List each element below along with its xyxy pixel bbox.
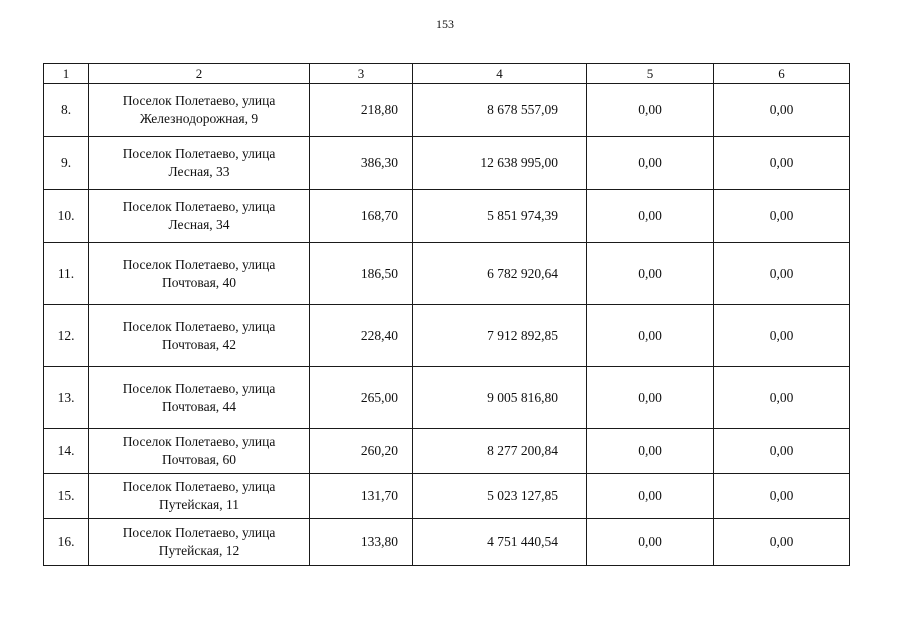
address-line-1: Поселок Полетаево, улица — [122, 93, 276, 108]
col-header-3: 3 — [310, 64, 413, 84]
address-line-2: Железнодорожная, 9 — [139, 111, 259, 126]
area-cell: 218,80 — [310, 84, 413, 137]
page-number: 153 — [436, 17, 454, 31]
address-cell — [89, 474, 310, 519]
col-header-6: 6 — [714, 64, 850, 84]
value-cell: 5 851 974,39 — [413, 190, 587, 243]
address-line-2: Почтовая, 44 — [161, 398, 237, 414]
area-cell: 186,50 — [310, 243, 413, 305]
col-header-5: 5 — [587, 64, 714, 84]
col6-cell: 0,00 — [714, 137, 850, 190]
address-line-2: Почтовая, 42 — [161, 336, 237, 352]
address-cell — [89, 367, 310, 429]
row-number: 8. — [44, 84, 89, 137]
value-cell: 5 023 127,85 — [413, 474, 587, 519]
table-row — [44, 305, 850, 367]
address-line-1: Поселок Полетаево, улица — [122, 434, 276, 449]
address-cell — [89, 137, 310, 190]
table-header-row — [44, 64, 850, 84]
row-number: 13. — [44, 367, 89, 429]
col5-cell: 0,00 — [587, 367, 714, 429]
address-line-1: Поселок Полетаево, улица — [122, 479, 276, 494]
value-cell: 8 277 200,84 — [413, 429, 587, 474]
address-line-1: Поселок Полетаево, улица — [122, 318, 276, 334]
col6-cell: 0,00 — [714, 474, 850, 519]
col-header-4: 4 — [413, 64, 587, 84]
address-line-2: Лесная, 34 — [168, 217, 230, 232]
address-line-2: Лесная, 33 — [168, 164, 230, 179]
col6-cell: 0,00 — [714, 429, 850, 474]
property-table — [43, 63, 850, 566]
col-header-2: 2 — [89, 64, 310, 84]
row-number: 16. — [44, 519, 89, 566]
address-line-2: Путейская, 12 — [158, 543, 240, 558]
col6-cell: 0,00 — [714, 84, 850, 137]
area-cell: 265,00 — [310, 367, 413, 429]
col5-cell: 0,00 — [587, 243, 714, 305]
address-line-2: Почтовая, 40 — [161, 274, 237, 290]
col6-cell: 0,00 — [714, 367, 850, 429]
row-number: 9. — [44, 137, 89, 190]
col6-cell: 0,00 — [714, 243, 850, 305]
row-number: 15. — [44, 474, 89, 519]
address-line-1: Поселок Полетаево, улица — [122, 256, 276, 272]
col5-cell: 0,00 — [587, 429, 714, 474]
col5-cell: 0,00 — [587, 84, 714, 137]
table-row — [44, 190, 850, 243]
row-number: 12. — [44, 305, 89, 367]
address-cell — [89, 305, 310, 367]
area-cell: 133,80 — [310, 519, 413, 566]
value-cell: 12 638 995,00 — [413, 137, 587, 190]
address-cell — [89, 84, 310, 137]
address-line-1: Поселок Полетаево, улица — [122, 146, 276, 161]
value-cell: 9 005 816,80 — [413, 367, 587, 429]
address-cell — [89, 429, 310, 474]
col5-cell: 0,00 — [587, 305, 714, 367]
area-cell: 260,20 — [310, 429, 413, 474]
row-number: 14. — [44, 429, 89, 474]
row-number: 10. — [44, 190, 89, 243]
table-row — [44, 367, 850, 429]
row-number: 11. — [44, 243, 89, 305]
value-cell: 4 751 440,54 — [413, 519, 587, 566]
col6-cell: 0,00 — [714, 519, 850, 566]
address-line-1: Поселок Полетаево, улица — [122, 525, 276, 540]
value-cell: 6 782 920,64 — [413, 243, 587, 305]
table-row — [44, 137, 850, 190]
area-cell: 168,70 — [310, 190, 413, 243]
address-line-1: Поселок Полетаево, улица — [122, 199, 276, 214]
area-cell: 131,70 — [310, 474, 413, 519]
col6-cell: 0,00 — [714, 190, 850, 243]
address-cell — [89, 243, 310, 305]
area-cell: 228,40 — [310, 305, 413, 367]
value-cell: 8 678 557,09 — [413, 84, 587, 137]
area-cell: 386,30 — [310, 137, 413, 190]
address-line-2: Почтовая, 60 — [161, 452, 237, 467]
col5-cell: 0,00 — [587, 519, 714, 566]
value-cell: 7 912 892,85 — [413, 305, 587, 367]
table-row — [44, 519, 850, 566]
col5-cell: 0,00 — [587, 474, 714, 519]
address-cell — [89, 190, 310, 243]
col-header-1: 1 — [44, 64, 89, 84]
table-row — [44, 474, 850, 519]
address-line-1: Поселок Полетаево, улица — [122, 380, 276, 396]
address-cell — [89, 519, 310, 566]
table-row — [44, 84, 850, 137]
table-row — [44, 429, 850, 474]
col6-cell: 0,00 — [714, 305, 850, 367]
col5-cell: 0,00 — [587, 190, 714, 243]
address-line-2: Путейская, 11 — [159, 497, 239, 512]
table-row — [44, 243, 850, 305]
col5-cell: 0,00 — [587, 137, 714, 190]
